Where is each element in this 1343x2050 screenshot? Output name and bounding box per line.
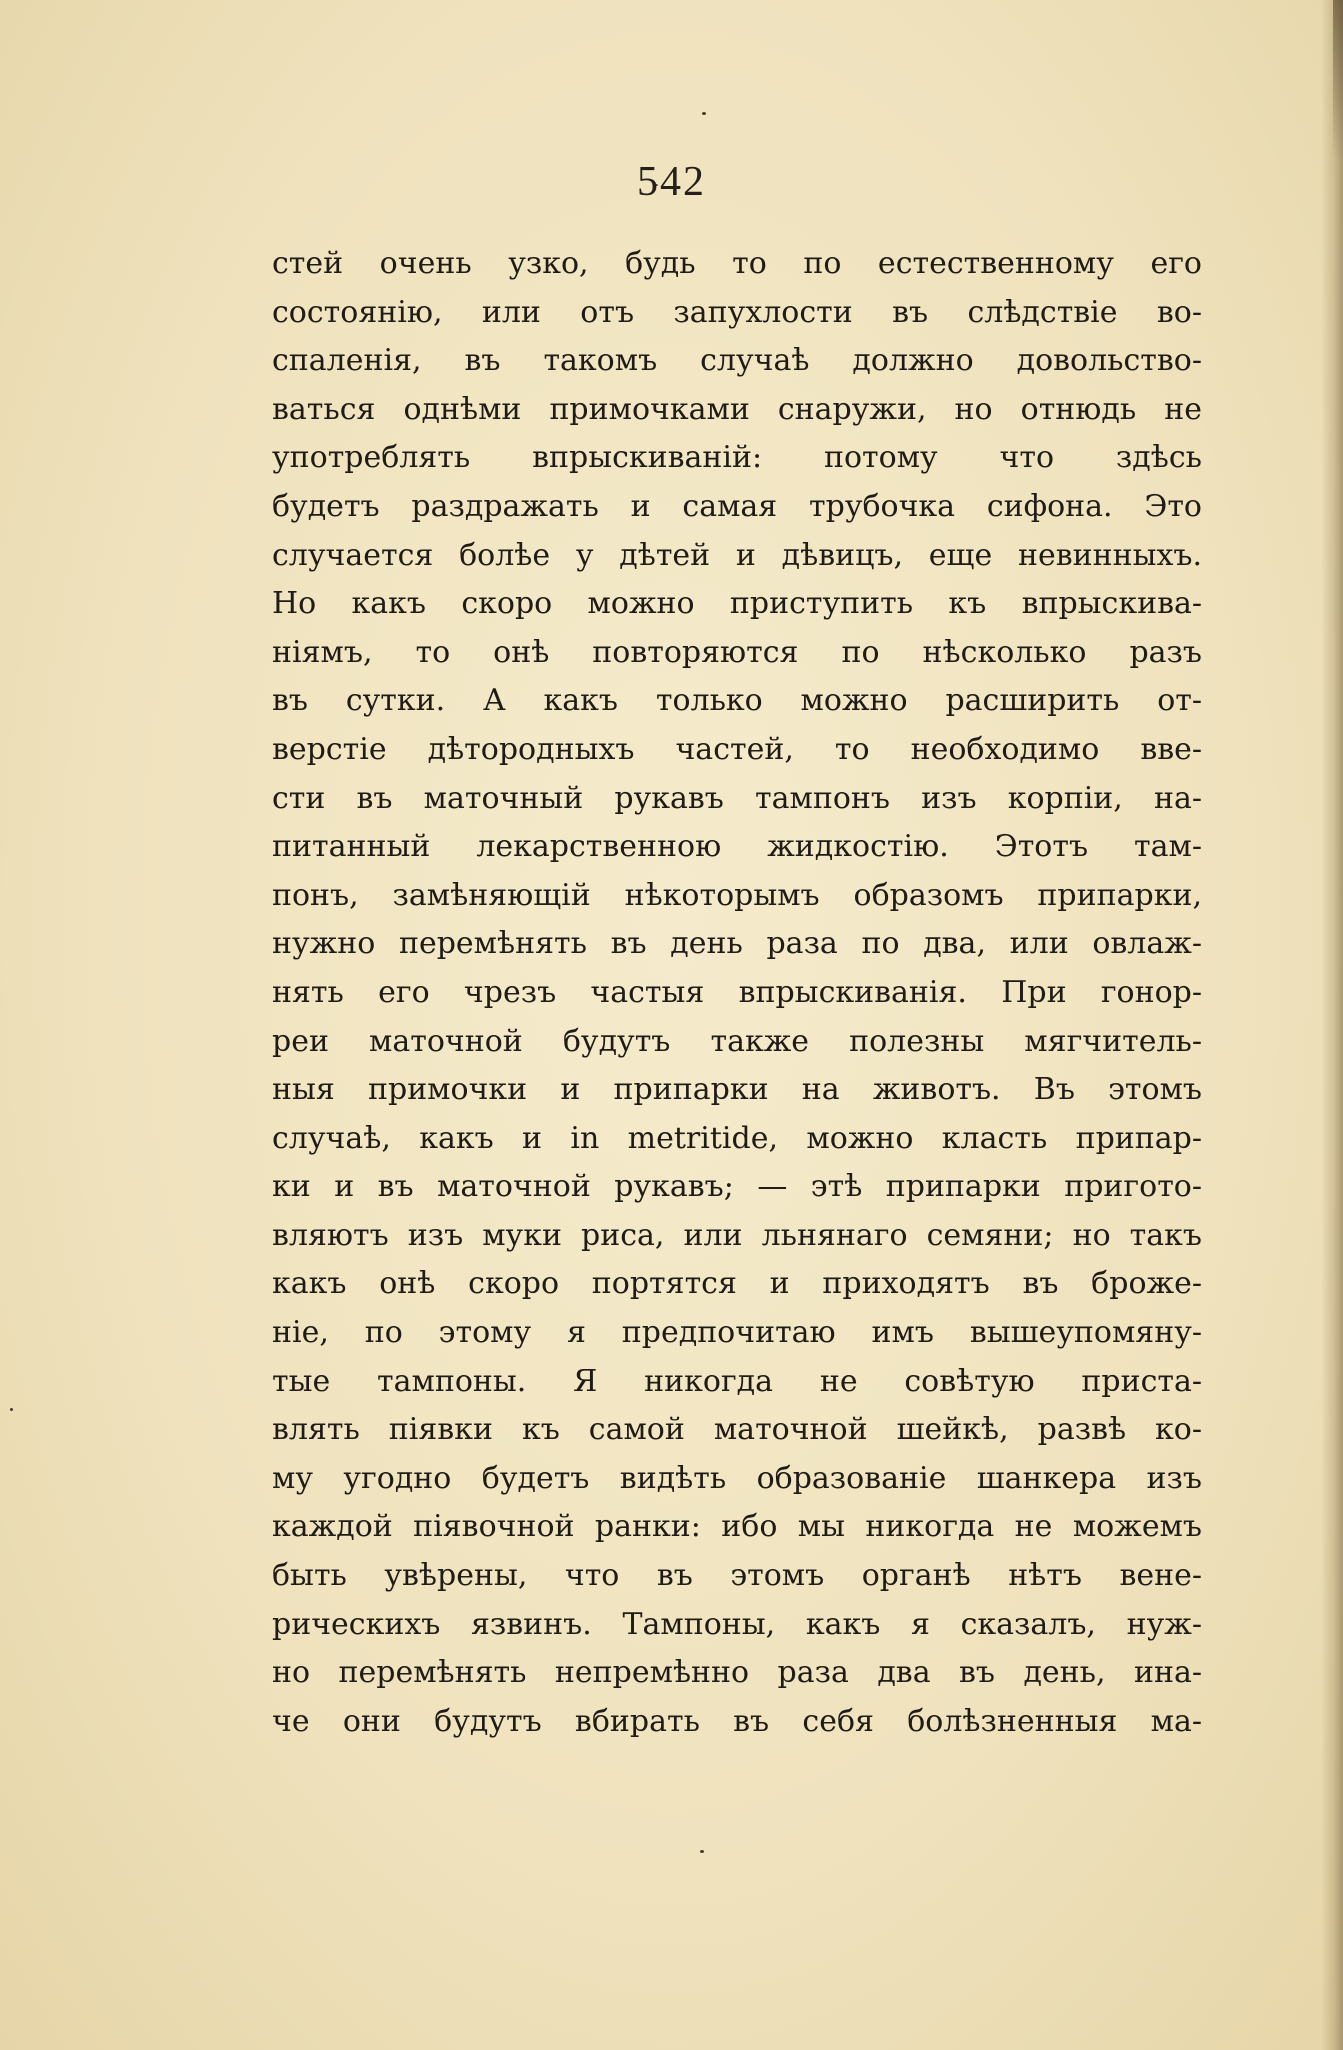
- page-edge-shadow: [1321, 0, 1343, 2050]
- text-line: будетъ раздражать и самая трубочка сифона. Это: [272, 488, 1202, 524]
- text-line: рическихъ язвинъ. Тампоны, какъ я сказалъ, нуж-: [272, 1606, 1202, 1642]
- text-line: случаѣ, какъ и in metritide, можно класть припар-: [272, 1120, 1202, 1156]
- text-line: нять его чрезъ частыя впрыскиванія. При гонор-: [272, 974, 1202, 1010]
- text-line: ки и въ маточной рукавъ; — этѣ припарки пригото-: [272, 1169, 1202, 1205]
- text-line: че они будутъ вбирать въ себя болѣзненныя ма-: [272, 1703, 1202, 1739]
- ink-speck: [700, 1850, 704, 1853]
- body-text: [272, 240, 1202, 1746]
- page-number: 542: [637, 159, 706, 205]
- text-line: понъ, замѣняющій нѣкоторымъ образомъ припарки,: [272, 877, 1202, 913]
- text-line: стей очень узко, будь то по естественному его: [272, 246, 1202, 281]
- text-line: тые тампоны. Я никогда не совѣтую приста-: [272, 1363, 1202, 1399]
- ink-speck: [10, 1408, 13, 1411]
- text-line: му угодно будетъ видѣть образованіе шанкера изъ: [272, 1460, 1202, 1496]
- text-line: питанный лекарственною жидкостію. Этотъ там-: [272, 829, 1202, 865]
- text-line: сти въ маточный рукавъ тампонъ изъ корпіи, на-: [272, 780, 1202, 816]
- page-corner-shadow: [1333, 0, 1343, 160]
- text-line: ваться однѣми примочками снаружи, но отнюдь не: [272, 391, 1202, 427]
- text-line: ніямъ, то онѣ повторяются по нѣсколько разъ: [272, 634, 1202, 670]
- ink-speck: [702, 112, 706, 115]
- text-line: каждой піявочной ранки: ибо мы никогда не можемъ: [272, 1509, 1202, 1545]
- text-line: ніе, по этому я предпочитаю имъ вышеупомяну-: [272, 1315, 1202, 1351]
- text-line: употреблять впрыскиваній: потому что здѣсь: [272, 440, 1202, 476]
- text-line: вляютъ изъ муки риса, или льнянаго семяни; но такъ: [272, 1217, 1202, 1253]
- text-line: но перемѣнять непремѣнно раза два въ день, ина-: [272, 1655, 1202, 1691]
- text-line: верстіе дѣтородныхъ частей, то необходимо вве-: [272, 731, 1202, 767]
- text-line: реи маточной будутъ также полезны мягчитель-: [272, 1023, 1202, 1059]
- text-line: ныя примочки и припарки на животъ. Въ этомъ: [272, 1072, 1202, 1108]
- text-line: состоянію, или отъ запухлости въ слѣдствіе во-: [272, 294, 1202, 330]
- text-line: какъ онѣ скоро портятся и приходятъ въ броже-: [272, 1266, 1202, 1302]
- text-line: нужно перемѣнять въ день раза по два, или овлаж-: [272, 926, 1202, 962]
- text-line: спаленія, въ такомъ случаѣ должно довольство-: [272, 343, 1202, 379]
- text-line: въ сутки. А какъ только можно расширить от-: [272, 683, 1202, 719]
- text-line: случается болѣе у дѣтей и дѣвицъ, еще невинныхъ.: [272, 537, 1202, 573]
- text-line: быть увѣрены, что въ этомъ органѣ нѣтъ вене-: [272, 1558, 1202, 1594]
- text-line: влять піявки къ самой маточной шейкѣ, развѣ ко-: [272, 1412, 1202, 1448]
- text-line: Но какъ скоро можно приступить къ впрыскива-: [272, 586, 1202, 622]
